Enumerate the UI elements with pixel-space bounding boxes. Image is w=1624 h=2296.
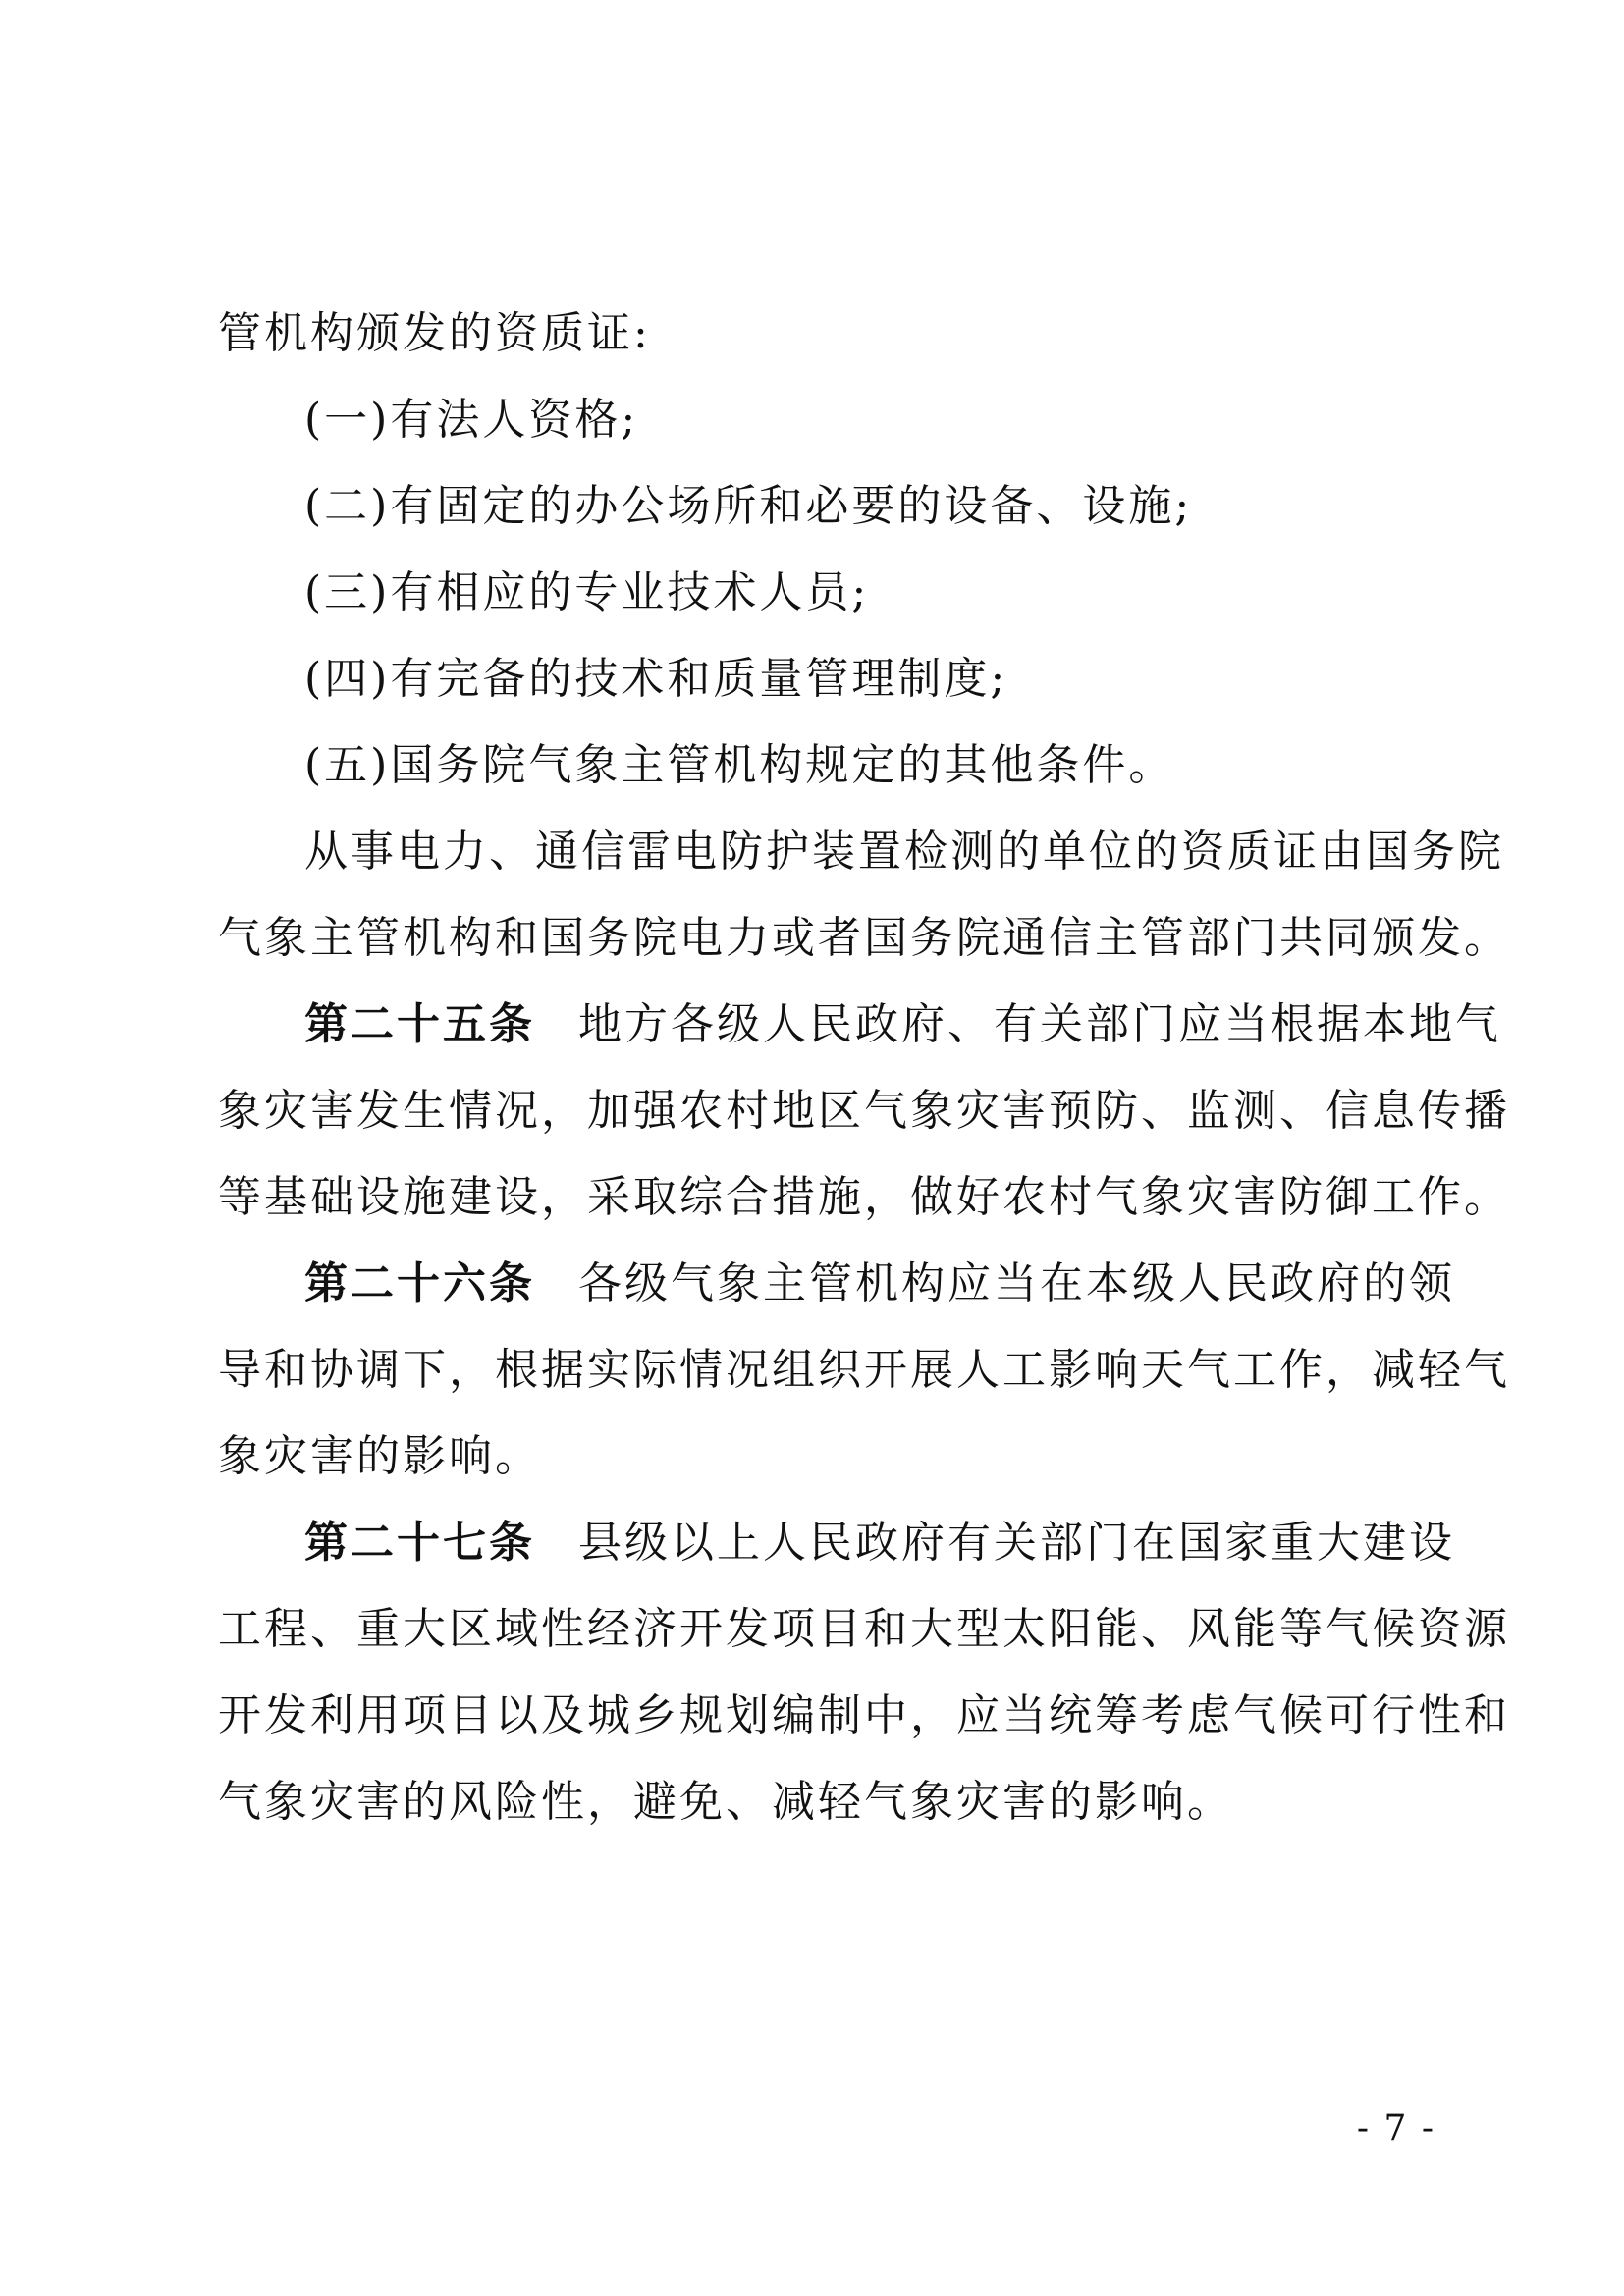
article-27-line-4: 气象灾害的风险性，避免、减轻气象灾害的影响。	[218, 1777, 1233, 1827]
article-27-line-3: 开发利用项目以及城乡规划编制中，应当统筹考虑气候可行性和	[218, 1690, 1510, 1740]
article-27-first-line	[218, 1500, 1455, 1586]
article-25-first-line	[218, 982, 1501, 1068]
article-27-line-2: 工程、重大区域性经济开发项目和大型太阳能、风能等气候资源	[218, 1604, 1510, 1654]
document-body	[218, 291, 1510, 1845]
electric-paragraph-line-2: 气象主管机构和国务院电力或者国务院通信主管部门共同颁发。	[218, 913, 1510, 963]
intro-line: 管机构颁发的资质证:	[218, 308, 651, 358]
page-number: - 7 -	[1356, 2109, 1435, 2149]
article-26-heading: 第二十六条	[304, 1258, 535, 1308]
article-26-line-2: 导和协调下，根据实际情况组织开展人工影响天气工作，减轻气	[218, 1345, 1510, 1395]
condition-item-5: (五)国务院气象主管机构规定的其他条件。	[304, 740, 1175, 790]
article-26-first-line	[218, 1241, 1455, 1327]
article-25-line-3: 等基础设施建设，采取综合措施，做好农村气象灾害防御工作。	[218, 1172, 1510, 1222]
article-25-heading: 第二十五条	[304, 999, 535, 1049]
article-25-line-1: 地方各级人民政府、有关部门应当根据本地气	[578, 999, 1501, 1049]
article-26-line-1: 各级气象主管机构应当在本级人民政府的领	[578, 1258, 1455, 1308]
article-27-heading: 第二十七条	[304, 1518, 535, 1568]
condition-item-3: (三)有相应的专业技术人员;	[304, 567, 870, 617]
article-27-line-1: 县级以上人民政府有关部门在国家重大建设	[578, 1518, 1455, 1568]
article-26-line-3: 象灾害的影响。	[218, 1431, 541, 1481]
electric-paragraph-line-1: 从事电力、通信雷电防护装置检测的单位的资质证由国务院	[304, 827, 1504, 877]
article-25-line-2: 象灾害发生情况，加强农村地区气象灾害预防、监测、信息传播	[218, 1086, 1510, 1136]
condition-item-4: (四)有完备的技术和质量管理制度;	[304, 654, 1008, 704]
condition-item-2: (二)有固定的办公场所和必要的设备、设施;	[304, 481, 1193, 531]
condition-item-1: (一)有法人资格;	[304, 395, 639, 445]
